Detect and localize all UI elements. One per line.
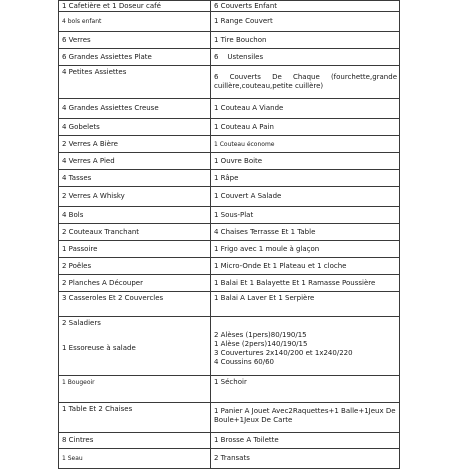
table-row <box>59 376 400 403</box>
table-cell: 2 Transats <box>211 449 400 469</box>
table-cell: 2 Verres A Bière <box>59 136 211 153</box>
table-cell: 1 Couteau économe <box>211 136 400 153</box>
table-cell: 1 Micro-Onde Et 1 Plateau et 1 cloche <box>211 258 400 275</box>
table-cell: 6 Grandes Assiettes Plate <box>59 49 211 66</box>
table-row <box>59 32 400 49</box>
cell-line: 4 Coussins 60/60 <box>214 358 275 366</box>
table-cell: 4 bols enfant <box>59 12 211 32</box>
table-row <box>59 153 400 170</box>
table-cell: 6 Couverts Enfant <box>211 1 400 12</box>
table-cell: 4 Tasses <box>59 170 211 187</box>
table-row <box>59 12 400 32</box>
table-cell: 1 Râpe <box>211 170 400 187</box>
table-cell: 1 Frigo avec 1 moule à glaçon <box>211 241 400 258</box>
table-row <box>59 49 400 66</box>
cell-line: 3 Couvertures 2x140/200 et 1x240/220 <box>214 349 353 357</box>
inventory-table <box>58 0 400 469</box>
table-cell: 1 Balai Et 1 Balayette Et 1 Ramasse Poussière <box>211 275 400 292</box>
table-cell: 4 Verres A Pied <box>59 153 211 170</box>
table-cell: 4 Chaises Terrasse Et 1 Table <box>211 224 400 241</box>
table-cell: 2 Poêles <box>59 258 211 275</box>
table-cell: 1 Ouvre Boite <box>211 153 400 170</box>
table-row <box>59 241 400 258</box>
table-row <box>59 403 400 433</box>
table-cell: 2 Verres A Whisky <box>59 187 211 207</box>
table-row <box>59 170 400 187</box>
table-cell <box>211 317 400 376</box>
table-cell: 6 Ustensiles <box>211 49 400 66</box>
table-cell: 6 Verres <box>59 32 211 49</box>
table-row <box>59 1 400 12</box>
table-cell: 4 Grandes Assiettes Creuse <box>59 99 211 119</box>
cell-line: 2 Saladiers <box>62 319 101 327</box>
cell-line: 1 Alèse (2pers)140/190/15 <box>214 340 308 348</box>
table-cell: 4 Gobelets <box>59 119 211 136</box>
table-cell: 1 Cafetière et 1 Doseur café <box>59 1 211 12</box>
table-cell: 4 Petites Assiettes <box>59 66 211 99</box>
table-cell: 8 Cintres <box>59 433 211 449</box>
table-cell: 1 Tire Bouchon <box>211 32 400 49</box>
table-row <box>59 258 400 275</box>
table-row <box>59 66 400 99</box>
table-cell: 1 Bougeoir <box>59 376 211 403</box>
table-cell: 3 Casseroles Et 2 Couvercles <box>59 292 211 317</box>
table-cell: 1 Seau <box>59 449 211 469</box>
table-cell: 2 Couteaux Tranchant <box>59 224 211 241</box>
table-cell: 1 Panier A Jouet Avec2Raquettes+1 Balle+1Jeux De Boule+1Jeux De Carte <box>211 403 400 433</box>
table-cell: 1 Balai A Laver Et 1 Serpière <box>211 292 400 317</box>
cell-line: 1 Essoreuse à salade <box>62 344 136 352</box>
table-cell: 1 Couvert A Salade <box>211 187 400 207</box>
table-cell: 4 Bols <box>59 207 211 224</box>
table-row <box>59 433 400 449</box>
table-cell: 1 Sous-Plat <box>211 207 400 224</box>
table-cell: 1 Passoire <box>59 241 211 258</box>
table-row <box>59 207 400 224</box>
table-row <box>59 99 400 119</box>
table-row <box>59 136 400 153</box>
table-cell: 1 Brosse A Toilette <box>211 433 400 449</box>
table-row <box>59 317 400 376</box>
table-row <box>59 292 400 317</box>
table-row <box>59 187 400 207</box>
table-cell: 1 Couteau A Viande <box>211 99 400 119</box>
table-row <box>59 119 400 136</box>
table-cell: 1 Couteau A Pain <box>211 119 400 136</box>
table-cell: 1 Séchoir <box>211 376 400 403</box>
table-row <box>59 275 400 292</box>
table-row <box>59 449 400 469</box>
table-cell <box>59 317 211 376</box>
table-cell: 2 Planches A Découper <box>59 275 211 292</box>
cell-line: 2 Alèses (1pers)80/190/15 <box>214 331 307 339</box>
table-cell: 1 Range Couvert <box>211 12 400 32</box>
table-cell: 1 Table Et 2 Chaises <box>59 403 211 433</box>
table-cell: 6 Couverts De Chaque (fourchette,grande cuillère,couteau,petite cuillère) <box>211 66 400 99</box>
table-row <box>59 224 400 241</box>
